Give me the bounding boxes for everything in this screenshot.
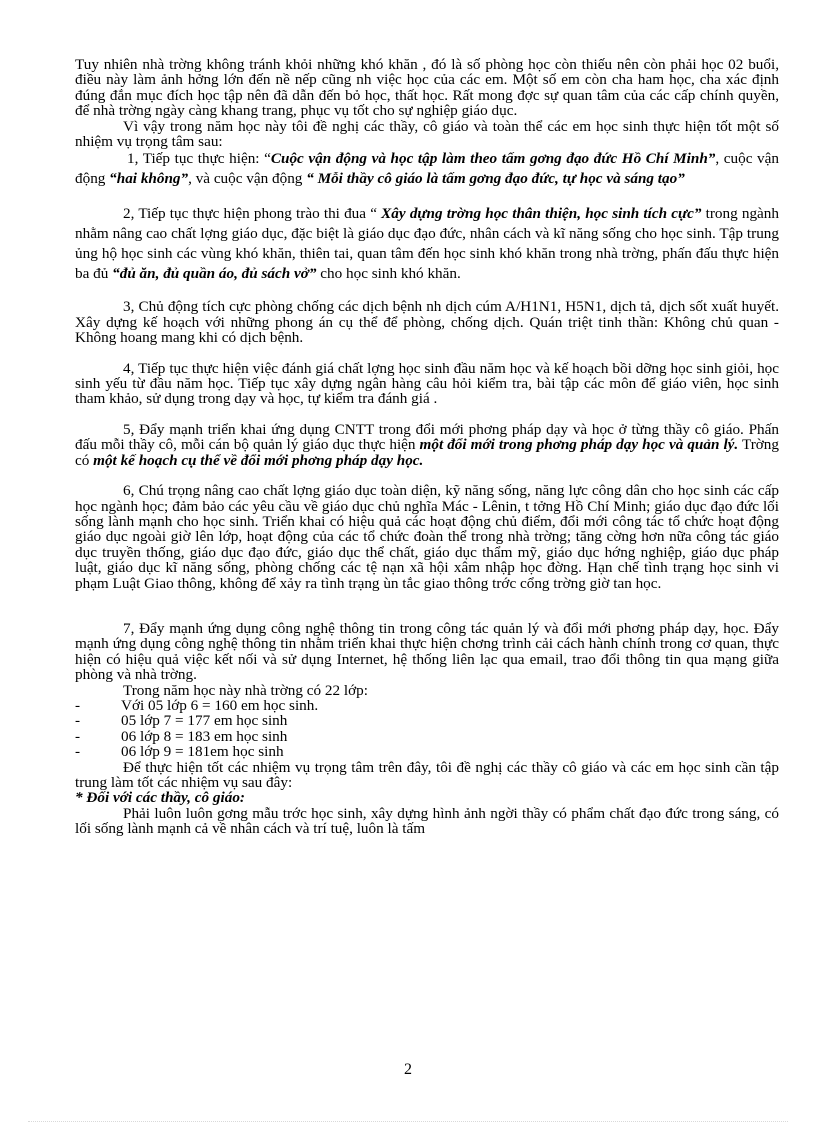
task-2-three-enough: “đủ ăn, đủ quần áo, đủ sách vở” [112, 265, 317, 283]
class-list [75, 698, 779, 760]
task-2-text-3: cho học sinh khó khăn. [316, 265, 461, 283]
task-2 [75, 204, 779, 284]
task-2-campaign: Xây dựng trờng học thân thiện, học sinh tích cực” [381, 205, 702, 223]
task-1-text-2: , cuộc vận động [75, 150, 779, 188]
document-body [75, 57, 779, 837]
task-3: 3, Chủ động tích cực phòng chống các dịch bệnh nh dịch cúm A/H1N1, H5N1, dịch tả, dịch sốt xuất huyết. Xây dựng kế hoạch với những phong án cụ thể để phòng, chống dịch. Quán triệt tinh thần: Không chủ quan - Không hoang mang khi có dịch bệnh. [75, 298, 779, 347]
task-5-text-2: Trờng có [75, 436, 779, 469]
classes-intro: Trong năm học này nhà trờng có 22 lớp: [123, 681, 368, 699]
spacer [75, 407, 779, 422]
task-7: 7, Đẩy mạnh ứng dụng công nghệ thông tin trong công tác quản lý và đổi mới phơng pháp dạy, học. Đẩy mạnh ứng dụng công nghệ thông tin nhằm triển khai thực hiện chơng trình cải cách hành chính trong cơ quan, thực hiện có hiệu quả việc kết nối và sử dụng Internet, hệ thống liên lạc qua email, trao đổi thông tin qua mạng giữa phòng và nhà trờng. [75, 619, 779, 684]
request-paragraph: Vì vậy trong năm học này tôi đề nghị các thầy, cô giáo và toàn thể các em học sinh thực hiện tốt một số nhiệm vụ trọng tâm sau: [75, 117, 779, 151]
teachers-heading: * Đối với các thầy, cô giáo: [75, 789, 245, 807]
spacer [75, 468, 779, 483]
list-item: - 06 lớp 8 = 183 em học sinh [75, 727, 288, 745]
teachers-paragraph: Phải luôn luôn gơng mẫu trớc học sinh, xây dựng hình ảnh ngời thầy có phẩm chất đạo đức trong sáng, có lối sống lành mạnh cả về nhân cách và trí tuệ, luôn là tấm [75, 804, 779, 838]
spacer [75, 189, 779, 204]
footer-divider [28, 1121, 788, 1122]
task-1-teacher-role-model: “ Mỗi thầy cô giáo là tấm gơng đạo đức, tự học và sáng tạo” [306, 170, 685, 188]
task-5-innovation: một đổi mới trong phơng pháp dạy học và quản lý. [419, 436, 739, 454]
task-5 [75, 422, 779, 468]
task-1-hai-khong: “hai không” [109, 170, 189, 188]
task-4: 4, Tiếp tục thực hiện việc đánh giá chất lợng học sinh đầu năm học và kế hoạch bồi dỡng học sinh giỏi, học sinh yếu từ đầu năm học. Tiếp tục xây dựng ngân hàng câu hỏi kiểm tra, bài tập các môn để giáo viên, học sinh tham khảo, sử dụng trong dạy và học, tự kiểm tra đánh giá . [75, 359, 779, 408]
task-5-plan: một kế hoạch cụ thể về đổi mới phơng pháp dạy học. [93, 451, 424, 469]
page-number: 2 [404, 1061, 412, 1078]
spacer [75, 284, 779, 299]
list-item: - 05 lớp 7 = 177 em học sinh [75, 712, 288, 730]
list-item: - 06 lớp 9 = 181em học sinh [75, 743, 284, 761]
list-item: - Với 05 lớp 6 = 160 em học sinh. [75, 696, 319, 714]
task-1 [75, 149, 779, 189]
spacer [75, 591, 779, 621]
task-2-text-2: trong ngành nhằm nâng cao chất lợng giáo dục, đặc biệt là giáo dục đạo đức, nhân cách và kĩ năng sống cho học sinh. Tập trung ủng hộ học sinh các vùng khó khăn, thiên tai, quan tâm đến học sinh khó khăn trong nhà trờng, phấn đấu thực hiện ba đủ [75, 205, 779, 283]
task-1-campaign: Cuộc vận động và học tập làm theo tấm gơng đạo đức Hồ Chí Minh” [270, 150, 716, 168]
tasks-paragraph: Để thực hiện tốt các nhiệm vụ trọng tâm trên đây, tôi đề nghị các thầy cô giáo và các em học sinh cần tập trung làm tốt các nhiệm vụ sau đây: [75, 758, 779, 791]
task-2-text: 2, Tiếp tục thực hiện phong trào thi đua “ [123, 205, 382, 223]
intro-paragraph: Tuy nhiên nhà trờng không tránh khỏi những khó khăn , đó là số phòng học còn thiếu nên còn phải học 02 buổi, điều này làm ảnh hởng lớn đến nề nếp cũng nh việc học của các em. Một số em còn cha ham học, cha xác định đúng đắn mục đích học tập nên đã dẫn đến bỏ học, thất học. Rất mong đợc sự quan tâm của các cấp chính quyền, để nhà trờng ngày càng khang trang, phục vụ tốt cho sự nghiệp giáo dục. [75, 56, 779, 120]
task-5-text: 5, Đẩy mạnh triển khai ứng dụng CNTT trong đổi mới phơng pháp dạy và học ở từng thầy cô giáo. Phấn đấu mỗi thầy cô, mỗi cán bộ quản lý giáo dục thực hiện [75, 420, 779, 454]
task-6: 6, Chú trọng nâng cao chất lợng giáo dục toàn diện, kỹ năng sống, năng lực công dân cho học sinh các cấp học ngành học; đảm bảo các yêu cầu về giáo dục chủ nghĩa Mác - Lênin, t tởng Hồ Chí Minh; giáo dục đạo đức lối sống lành mạnh cho học sinh. Triển khai có hiệu quả các hoạt động chủ điểm, đổi mới công tác tổ chức hoạt động giáo dục ngoài giờ lên lớp, hoạt động của các tổ chức đoàn thể trong nhà trờng; tăng cờng hơn nữa công tác giáo dục truyền thống, giáo dục đạo đức, giáo dục thể chất, giáo dục thẩm mỹ, giáo dục hớng nghiệp, giáo dục pháp luật, giáo dục kĩ năng sống, phòng chống các tệ nạn xã hội xâm nhập học đờng. Hạn chế tình trạng học sinh vi phạm Luật Giao thông, không để xảy ra tình trạng ùn tắc giao thông trớc cổng trờng giờ tan học. [75, 482, 779, 592]
task-1-text-3: , và cuộc vận động [188, 170, 307, 188]
task-1-text: 1, Tiếp tục thực hiện: “ [127, 150, 271, 168]
spacer [75, 346, 779, 361]
